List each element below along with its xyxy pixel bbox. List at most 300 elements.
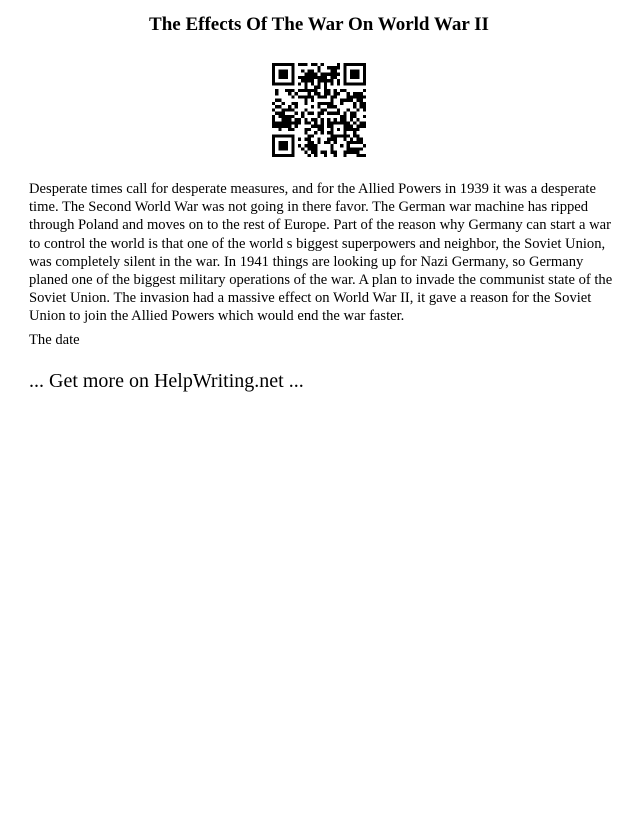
qr-module	[301, 95, 304, 98]
qr-module	[275, 63, 278, 66]
qr-module	[304, 95, 307, 98]
qr-module	[311, 82, 314, 85]
qr-module	[272, 125, 275, 128]
qr-module	[291, 154, 294, 157]
qr-module	[353, 131, 356, 134]
qr-module	[324, 82, 327, 85]
qr-module	[275, 112, 278, 115]
qr-module	[308, 112, 311, 115]
qr-module	[288, 121, 291, 124]
qr-module	[324, 76, 327, 79]
qr-module	[282, 112, 285, 115]
qr-module	[317, 92, 320, 95]
qr-module	[356, 76, 359, 79]
qr-module	[291, 69, 294, 72]
qr-module	[291, 108, 294, 111]
qr-module	[304, 151, 307, 154]
qr-module	[278, 63, 281, 66]
qr-module	[272, 79, 275, 82]
qr-module	[282, 141, 285, 144]
qr-module	[353, 115, 356, 118]
qr-module	[347, 144, 350, 147]
qr-module	[317, 141, 320, 144]
qr-module	[275, 134, 278, 137]
qr-module	[311, 151, 314, 154]
qr-module	[311, 147, 314, 150]
qr-module	[350, 151, 353, 154]
qr-module	[343, 63, 346, 66]
qr-module	[288, 89, 291, 92]
qr-module	[317, 82, 320, 85]
qr-module	[363, 66, 366, 69]
qr-module	[317, 105, 320, 108]
qr-module	[356, 92, 359, 95]
qr-module	[337, 128, 340, 131]
qr-module	[272, 138, 275, 141]
qr-module	[285, 63, 288, 66]
qr-module	[356, 118, 359, 121]
qr-module	[363, 115, 366, 118]
qr-module	[295, 102, 298, 105]
qr-module	[363, 63, 366, 66]
qr-module	[363, 95, 366, 98]
qr-module	[311, 95, 314, 98]
qr-module	[334, 76, 337, 79]
qr-module	[347, 151, 350, 154]
qr-module	[285, 154, 288, 157]
qr-module	[282, 134, 285, 137]
get-more-link[interactable]: ... Get more on HelpWriting.net ...	[29, 370, 304, 392]
qr-module	[285, 108, 288, 111]
qr-module	[298, 82, 301, 85]
qr-module	[317, 66, 320, 69]
qr-module	[317, 125, 320, 128]
qr-module	[275, 82, 278, 85]
qr-module	[347, 92, 350, 95]
qr-module	[301, 69, 304, 72]
qr-module	[334, 112, 337, 115]
qr-module	[278, 82, 281, 85]
qr-module	[337, 66, 340, 69]
qr-module	[360, 121, 363, 124]
qr-module	[337, 73, 340, 76]
qr-module	[343, 118, 346, 121]
qr-module	[363, 89, 366, 92]
qr-module	[304, 76, 307, 79]
date-paragraph: The date	[29, 332, 80, 348]
qr-module	[350, 138, 353, 141]
qr-module	[272, 73, 275, 76]
qr-module	[330, 125, 333, 128]
qr-module	[304, 144, 307, 147]
qr-module	[278, 73, 281, 76]
qr-module	[330, 95, 333, 98]
qr-module	[282, 108, 285, 111]
qr-module	[330, 138, 333, 141]
qr-module	[353, 105, 356, 108]
qr-module	[314, 131, 317, 134]
qr-module	[334, 89, 337, 92]
qr-module	[314, 154, 317, 157]
qr-module	[360, 105, 363, 108]
qr-module	[356, 63, 359, 66]
qr-module	[275, 121, 278, 124]
qr-module	[285, 144, 288, 147]
qr-module	[291, 102, 294, 105]
qr-module	[321, 118, 324, 121]
qr-module	[356, 134, 359, 137]
qr-module	[291, 79, 294, 82]
qr-module	[291, 128, 294, 131]
qr-module	[301, 89, 304, 92]
qr-module	[347, 134, 350, 137]
qr-module	[340, 89, 343, 92]
qr-module	[343, 154, 346, 157]
qr-module	[334, 121, 337, 124]
qr-module	[324, 95, 327, 98]
qr-module	[317, 138, 320, 141]
qr-module	[314, 86, 317, 89]
qr-module	[347, 141, 350, 144]
qr-module	[363, 125, 366, 128]
qr-module	[327, 112, 330, 115]
qr-module	[327, 102, 330, 105]
qr-module	[282, 118, 285, 121]
qr-module	[308, 141, 311, 144]
qr-module	[340, 144, 343, 147]
qr-module	[324, 154, 327, 157]
qr-module	[363, 154, 366, 157]
qr-module	[340, 115, 343, 118]
qr-module	[330, 112, 333, 115]
qr-module	[343, 151, 346, 154]
qr-module	[327, 125, 330, 128]
qr-module	[363, 69, 366, 72]
qr-module	[350, 128, 353, 131]
qr-module	[347, 95, 350, 98]
qr-module	[327, 73, 330, 76]
qr-module	[291, 121, 294, 124]
qr-module	[330, 102, 333, 105]
qr-module	[291, 73, 294, 76]
qr-module	[360, 102, 363, 105]
qr-module	[272, 118, 275, 121]
qr-module	[308, 154, 311, 157]
qr-module	[314, 125, 317, 128]
qr-module	[334, 118, 337, 121]
qr-module	[282, 125, 285, 128]
qr-module	[304, 86, 307, 89]
qr-module	[360, 125, 363, 128]
qr-module	[356, 138, 359, 141]
qr-module	[337, 82, 340, 85]
qr-module	[327, 118, 330, 121]
qr-code-icon	[272, 63, 366, 157]
qr-module	[278, 69, 281, 72]
page-title: The Effects Of The War On World War II	[149, 14, 489, 35]
qr-module	[363, 121, 366, 124]
qr-module	[360, 95, 363, 98]
qr-module	[291, 134, 294, 137]
qr-module	[324, 89, 327, 92]
qr-module	[298, 118, 301, 121]
qr-module	[308, 92, 311, 95]
qr-module	[324, 92, 327, 95]
qr-module	[360, 138, 363, 141]
qr-module	[337, 79, 340, 82]
qr-module	[282, 76, 285, 79]
qr-module	[285, 69, 288, 72]
qr-module	[311, 69, 314, 72]
qr-module	[291, 144, 294, 147]
qr-module	[353, 82, 356, 85]
qr-module	[356, 147, 359, 150]
qr-module	[272, 115, 275, 118]
qr-module	[340, 134, 343, 137]
qr-module	[298, 89, 301, 92]
qr-module	[308, 73, 311, 76]
qr-module	[353, 73, 356, 76]
body-paragraph: Desperate times call for desperate measures, and for the Allied Powers in 1939 it was a desperate time. The Second World War was not going in there favor. The German war machine has ripped through Poland and moves on to the rest of Europe. Part of the reason why Germany can start a war to control the world is that one of the world s biggest superpowers and neighbor, the Soviet Union, was completely silent in the war. In 1941 things are looking up for Nazi Germany, so Germany planed one of the biggest military operations of the war. A plan to invade the communist state of the Soviet Union. The invasion had a massive effect on World War II, it gave a reason for the Soviet Union to join the Allied Powers which would end the war faster.	[29, 181, 613, 325]
qr-module	[334, 95, 337, 98]
qr-module	[308, 95, 311, 98]
qr-module	[278, 125, 281, 128]
qr-module	[327, 92, 330, 95]
qr-module	[282, 73, 285, 76]
qr-module	[308, 147, 311, 150]
qr-module	[330, 147, 333, 150]
qr-module	[295, 105, 298, 108]
qr-module	[304, 121, 307, 124]
qr-module	[356, 82, 359, 85]
qr-module	[282, 69, 285, 72]
qr-module	[272, 147, 275, 150]
qr-module	[317, 112, 320, 115]
qr-module	[311, 134, 314, 137]
qr-module	[353, 147, 356, 150]
qr-module	[353, 141, 356, 144]
qr-module	[347, 82, 350, 85]
qr-module	[308, 76, 311, 79]
qr-module	[308, 89, 311, 92]
qr-module	[278, 141, 281, 144]
qr-module	[304, 73, 307, 76]
qr-module	[317, 102, 320, 105]
qr-module	[353, 112, 356, 115]
qr-module	[272, 76, 275, 79]
qr-module	[317, 76, 320, 79]
qr-module	[330, 79, 333, 82]
qr-module	[337, 108, 340, 111]
qr-module	[304, 99, 307, 102]
qr-module	[343, 89, 346, 92]
qr-module	[272, 63, 275, 66]
qr-module	[272, 144, 275, 147]
qr-module	[288, 92, 291, 95]
qr-module	[350, 63, 353, 66]
qr-module	[324, 79, 327, 82]
qr-module	[285, 121, 288, 124]
qr-module	[353, 63, 356, 66]
qr-module	[298, 76, 301, 79]
qr-module	[291, 66, 294, 69]
qr-module	[304, 131, 307, 134]
qr-module	[343, 131, 346, 134]
qr-module	[308, 128, 311, 131]
qr-module	[288, 108, 291, 111]
qr-module	[311, 112, 314, 115]
qr-module	[324, 108, 327, 111]
qr-module	[343, 73, 346, 76]
qr-module	[321, 125, 324, 128]
qr-module	[343, 121, 346, 124]
qr-module	[327, 66, 330, 69]
qr-module	[317, 95, 320, 98]
qr-module	[308, 69, 311, 72]
qr-module	[285, 115, 288, 118]
qr-module	[314, 151, 317, 154]
qr-module	[347, 108, 350, 111]
qr-module	[324, 151, 327, 154]
qr-module	[321, 131, 324, 134]
qr-module	[311, 63, 314, 66]
qr-module	[330, 66, 333, 69]
qr-module	[334, 105, 337, 108]
qr-module	[295, 92, 298, 95]
qr-module	[350, 125, 353, 128]
qr-module	[327, 89, 330, 92]
qr-module	[298, 138, 301, 141]
qr-module	[340, 118, 343, 121]
qr-module	[343, 82, 346, 85]
qr-module	[275, 125, 278, 128]
qr-module	[360, 63, 363, 66]
qr-module	[278, 112, 281, 115]
qr-module	[304, 63, 307, 66]
qr-module	[350, 69, 353, 72]
qr-module	[278, 154, 281, 157]
qr-module	[298, 63, 301, 66]
qr-module	[291, 147, 294, 150]
qr-module	[314, 63, 317, 66]
qr-module	[337, 121, 340, 124]
qr-module	[285, 134, 288, 137]
qr-module	[324, 141, 327, 144]
qr-module	[311, 73, 314, 76]
qr-module	[363, 79, 366, 82]
qr-module	[340, 102, 343, 105]
qr-module	[343, 112, 346, 115]
qr-module	[337, 112, 340, 115]
qr-module	[330, 105, 333, 108]
qr-module	[308, 144, 311, 147]
qr-module	[334, 69, 337, 72]
qr-module	[330, 76, 333, 79]
qr-module	[337, 92, 340, 95]
qr-module	[282, 63, 285, 66]
qr-module	[343, 125, 346, 128]
qr-module	[301, 76, 304, 79]
qr-module	[311, 125, 314, 128]
qr-module	[343, 138, 346, 141]
qr-module	[304, 108, 307, 111]
qr-module	[272, 82, 275, 85]
qr-module	[353, 134, 356, 137]
qr-module	[334, 141, 337, 144]
qr-module	[356, 125, 359, 128]
qr-module	[295, 125, 298, 128]
qr-module	[356, 73, 359, 76]
qr-module	[272, 141, 275, 144]
qr-module	[291, 89, 294, 92]
qr-module	[304, 138, 307, 141]
qr-module	[304, 102, 307, 105]
qr-module	[308, 79, 311, 82]
qr-module	[360, 141, 363, 144]
qr-module	[272, 108, 275, 111]
qr-module	[285, 147, 288, 150]
qr-module	[311, 144, 314, 147]
qr-module	[275, 89, 278, 92]
qr-module	[272, 102, 275, 105]
qr-module	[334, 154, 337, 157]
qr-module	[330, 131, 333, 134]
qr-module	[314, 147, 317, 150]
qr-module	[314, 118, 317, 121]
qr-module	[330, 144, 333, 147]
qr-module	[317, 69, 320, 72]
qr-module	[321, 151, 324, 154]
qr-module	[282, 147, 285, 150]
qr-module	[363, 82, 366, 85]
qr-module	[330, 73, 333, 76]
qr-module	[350, 76, 353, 79]
qr-module	[350, 82, 353, 85]
qr-module	[272, 134, 275, 137]
qr-module	[330, 128, 333, 131]
qr-module	[288, 118, 291, 121]
qr-module	[330, 82, 333, 85]
qr-module	[324, 73, 327, 76]
qr-module	[291, 151, 294, 154]
qr-module	[353, 121, 356, 124]
qr-module	[343, 128, 346, 131]
qr-module	[353, 151, 356, 154]
qr-module	[343, 79, 346, 82]
qr-module	[353, 69, 356, 72]
qr-module	[363, 105, 366, 108]
qr-module	[350, 147, 353, 150]
qr-module	[288, 63, 291, 66]
qr-module	[282, 154, 285, 157]
qr-module	[356, 99, 359, 102]
qr-module	[285, 125, 288, 128]
qr-module	[360, 99, 363, 102]
qr-module	[314, 89, 317, 92]
qr-module	[301, 63, 304, 66]
qr-module	[304, 118, 307, 121]
qr-module	[334, 66, 337, 69]
qr-module	[353, 76, 356, 79]
qr-module	[347, 147, 350, 150]
qr-module	[272, 154, 275, 157]
qr-module	[308, 121, 311, 124]
qr-module	[356, 154, 359, 157]
qr-module	[334, 92, 337, 95]
qr-module	[291, 76, 294, 79]
qr-module	[272, 66, 275, 69]
qr-module	[327, 141, 330, 144]
